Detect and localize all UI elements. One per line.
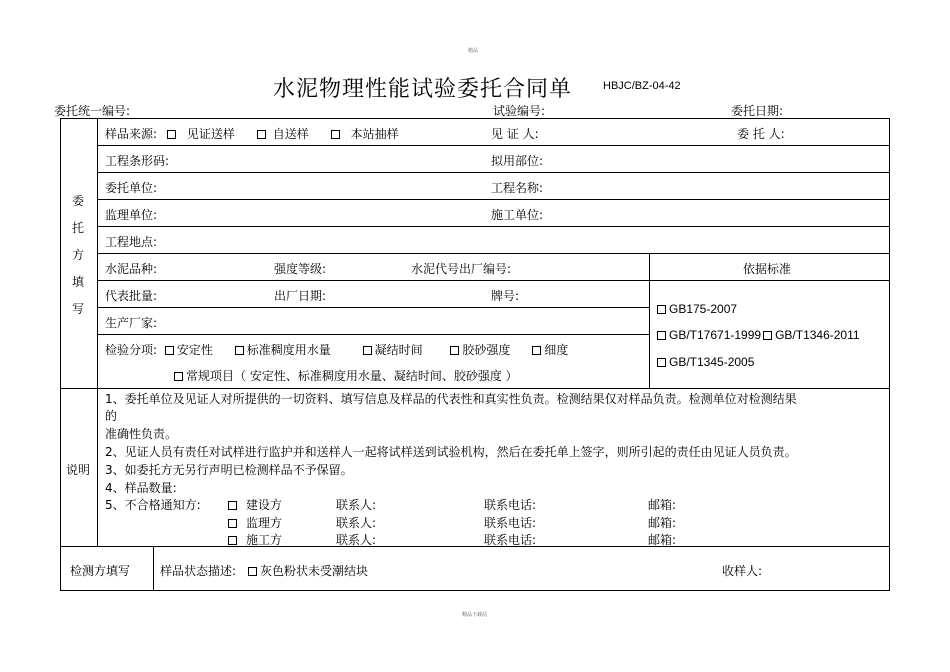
opt-station-checkbox[interactable] (331, 127, 399, 141)
item-strength-checkbox[interactable] (450, 343, 510, 357)
contact-label: 联系人: (336, 516, 377, 530)
top-tiny-text: 精品 (468, 48, 479, 54)
note-1a: 1、委托单位及见证人对所提供的一切资料、填写信息及样品的代表性和真实性负责。检测结果仅对样品负责。检测单位对检测结果 (105, 392, 797, 406)
client-label-char: 委 (71, 194, 84, 208)
note-1c: 准确性负责。 (105, 427, 178, 441)
party-build-checkbox[interactable] (228, 496, 282, 513)
checkbox-icon (532, 346, 541, 355)
construction-unit-label: 施工单位: (491, 208, 544, 222)
sample-state-value: 灰色粉状未受潮结块 (260, 564, 369, 578)
opt-self-checkbox[interactable] (257, 127, 309, 141)
item-setting-label: 凝结时间 (374, 343, 423, 357)
checkbox-icon (165, 346, 174, 355)
standard-2-checkbox[interactable] (657, 328, 860, 342)
note-3: 3、如委托方无另行声明已检测样品不予保留。 (105, 463, 353, 477)
sample-source-row (105, 125, 399, 142)
project-name-label: 工程名称: (491, 181, 544, 195)
standard-3-label: GB/T1346-2011 (775, 328, 860, 342)
barcode-label: 工程条形码: (105, 154, 170, 168)
cement-type-label: 水泥品种: (105, 262, 158, 276)
contact-label: 联系人: (336, 533, 377, 547)
client-label-char: 填 (71, 275, 84, 289)
unified-no-label: 委托统一编号: (54, 104, 131, 118)
witness-label: 见 证 人: (491, 127, 539, 141)
opt-witness-checkbox[interactable] (167, 127, 235, 141)
checkbox-icon (228, 519, 237, 528)
opt-witness-label: 见证送样 (186, 127, 235, 141)
phone-label: 联系电话: (484, 533, 537, 547)
lab-section-label: 检测方填写 (70, 564, 131, 578)
note-2: 2、见证人员有责任对试样进行监护并和送样人一起将试样送到试验机构，然后在委托单上签字，则所引起的责任由见证人员负责。 (105, 445, 797, 459)
project-site-label: 工程地点: (105, 235, 158, 249)
contact-label: 联系人: (336, 498, 377, 512)
party-construct-checkbox[interactable] (228, 531, 282, 548)
receiver-label: 收样人: (722, 564, 763, 578)
doc-code: HBJC/BZ-04-42 (603, 80, 681, 92)
checkbox-icon (450, 346, 459, 355)
commission-date-label: 委托日期: (731, 104, 784, 118)
sample-state-checkbox[interactable] (248, 562, 368, 579)
checkbox-icon (331, 130, 340, 139)
commissioner-label: 委 托 人: (737, 127, 785, 141)
test-items-row (105, 341, 568, 358)
standard-1-checkbox[interactable] (657, 302, 737, 316)
checkbox-icon (228, 536, 237, 545)
intended-part-label: 拟用部位: (491, 154, 544, 168)
note-5: 5、不合格通知方: (105, 498, 201, 512)
party-construct-label: 施工方 (246, 533, 283, 547)
checkbox-icon (657, 331, 666, 340)
item-stability-checkbox[interactable] (165, 343, 213, 357)
checkbox-icon (167, 130, 176, 139)
brand-label: 牌号: (491, 289, 520, 303)
email-label: 邮箱: (648, 498, 677, 512)
note-4: 4、样品数量: (105, 481, 177, 495)
routine-items-label: 常规项目（ 安定性、标准稠度用水量、凝结时间、胶砂强度 ） (186, 369, 518, 383)
item-setting-checkbox[interactable] (363, 343, 423, 357)
checkbox-icon (657, 358, 666, 367)
manufacturer-label: 生产厂家: (105, 316, 158, 330)
phone-label: 联系电话: (484, 498, 537, 512)
notes-section-label: 说明 (66, 463, 91, 477)
checkbox-icon (174, 372, 183, 381)
checkbox-icon (363, 346, 372, 355)
test-no-label: 试验编号: (493, 104, 546, 118)
item-stability-label: 安定性 (176, 343, 213, 357)
client-label-char: 写 (71, 302, 84, 316)
email-label: 邮箱: (648, 516, 677, 530)
standard-4-checkbox[interactable] (657, 355, 754, 369)
email-label: 邮箱: (648, 533, 677, 547)
checkbox-icon (228, 501, 237, 510)
item-water-label: 标准稠度用水量 (246, 343, 331, 357)
phone-label: 联系电话: (484, 516, 537, 530)
routine-items-checkbox[interactable] (174, 367, 518, 384)
page-title: 水泥物理性能试验委托合同单 (273, 77, 573, 102)
checkbox-icon (235, 346, 244, 355)
client-label-char: 托 (71, 221, 84, 235)
checkbox-icon (763, 331, 772, 340)
cement-code-label: 水泥代号出厂编号: (411, 262, 512, 276)
strength-grade-label: 强度等级: (274, 262, 327, 276)
party-supervise-label: 监理方 (246, 516, 283, 530)
checkbox-icon (257, 130, 266, 139)
checkbox-icon (657, 305, 666, 314)
opt-station-label: 本站抽样 (350, 127, 399, 141)
client-section-label (68, 188, 88, 323)
opt-self-label: 自送样 (272, 127, 309, 141)
factory-date-label: 出厂日期: (274, 289, 327, 303)
party-supervise-checkbox[interactable] (228, 514, 282, 531)
party-build-label: 建设方 (246, 498, 283, 512)
sample-state-label: 样品状态描述: (160, 564, 237, 578)
item-fineness-checkbox[interactable] (532, 343, 568, 357)
note-1b: 的 (105, 409, 118, 423)
checkbox-icon (248, 567, 257, 576)
standard-2-label: GB/T17671-1999 (669, 328, 762, 342)
supervision-unit-label: 监理单位: (105, 208, 158, 222)
standard-1-label: GB175-2007 (669, 302, 738, 316)
item-water-checkbox[interactable] (235, 343, 331, 357)
item-strength-label: 胶砂强度 (462, 343, 511, 357)
item-fineness-label: 细度 (544, 343, 569, 357)
client-unit-label: 委托单位: (105, 181, 158, 195)
client-label-char: 方 (71, 248, 84, 262)
sample-source-label: 样品来源: (105, 127, 158, 141)
basis-standard-header: 依据标准 (743, 262, 792, 276)
bottom-tiny-text: 精品下载站 (462, 612, 488, 618)
batch-label: 代表批量: (105, 289, 158, 303)
standard-4-label: GB/T1345-2005 (669, 355, 755, 369)
test-items-label: 检验分项: (105, 343, 158, 357)
